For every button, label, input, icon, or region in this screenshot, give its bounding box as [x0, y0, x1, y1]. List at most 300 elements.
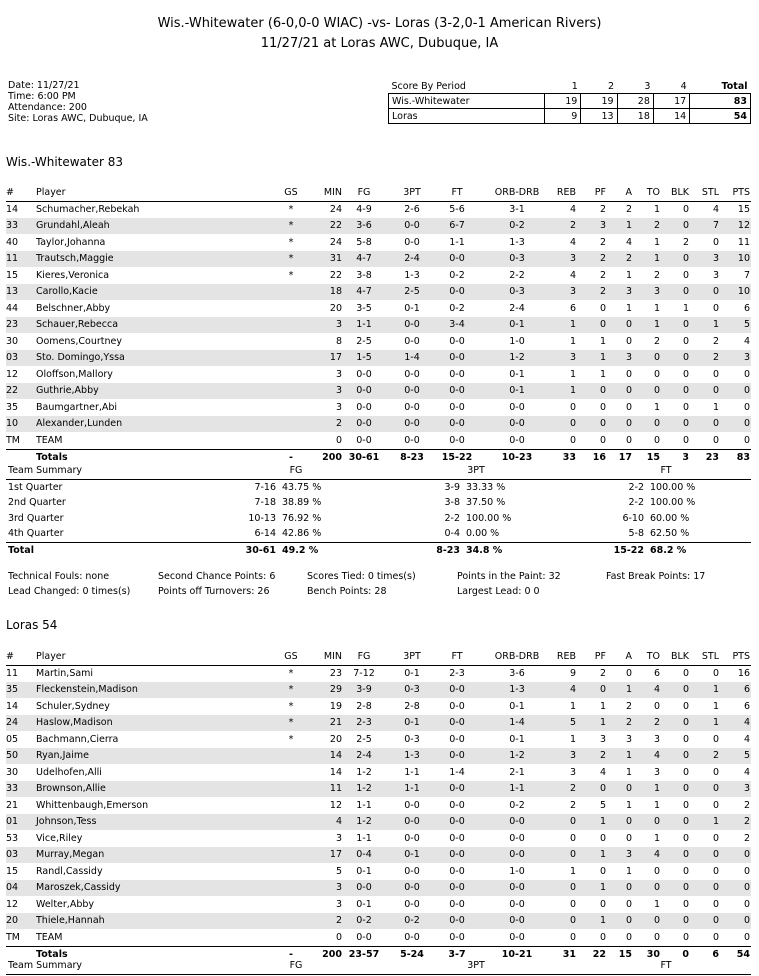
- cell-player: Randl,Cassidy: [36, 865, 103, 877]
- cell-pf: 2: [599, 253, 606, 264]
- cell-a: 3: [625, 352, 632, 363]
- cell-pf: 0: [599, 302, 606, 314]
- cell-a: 1: [625, 766, 632, 778]
- summary-total-3pt: 8-23: [436, 544, 460, 556]
- cell-jersey: 11: [6, 667, 19, 679]
- cell-fg: 3-5: [356, 302, 372, 314]
- cell-jersey: 01: [6, 816, 19, 827]
- cell-stl: 0: [712, 286, 719, 297]
- cell-ft: 2-3: [449, 667, 465, 679]
- cell-jersey: 21: [6, 799, 19, 811]
- box-header-row: [6, 649, 751, 666]
- cell-a: 2: [625, 253, 632, 264]
- cell-stl: 1: [712, 319, 719, 330]
- cell-jersey: 04: [6, 882, 19, 893]
- sbp-team-name: Loras: [389, 109, 545, 124]
- cell-pf: 5: [599, 799, 606, 811]
- summary-fg-pct: 43.75 %: [282, 481, 322, 493]
- cell-to: 0: [653, 882, 660, 893]
- cell-gs: *: [288, 733, 294, 745]
- cell-reb: 4: [569, 269, 576, 281]
- cell-player: Kieres,Veronica: [36, 269, 110, 281]
- score-by-period-table: [388, 79, 751, 124]
- cell-fg: 0-0: [356, 418, 372, 429]
- cell-player: Brownson,Allie: [36, 783, 106, 794]
- cell-stl: 0: [712, 931, 719, 943]
- cell-reb: 0: [569, 418, 576, 429]
- col-header-gs: GS: [284, 187, 298, 198]
- cell-orb-drb: 2-2: [509, 269, 525, 281]
- cell-min: 3: [335, 832, 342, 844]
- cell-reb: 0: [569, 882, 576, 893]
- cell-to: 2: [653, 269, 660, 281]
- cell-blk: 0: [682, 931, 689, 943]
- col-header-gs: GS: [284, 651, 298, 662]
- cell-blk: 0: [682, 269, 689, 281]
- cell-to: 1: [653, 832, 660, 844]
- cell-player: TEAM: [36, 931, 63, 943]
- cell-ft: 0-0: [449, 401, 465, 413]
- cell-a: 0: [625, 898, 632, 910]
- cell-pf: 0: [599, 783, 606, 794]
- quarter-row: [6, 480, 751, 496]
- cell-reb: 4: [569, 236, 576, 248]
- cell-to: 1: [653, 302, 660, 314]
- cell-jersey: 12: [6, 898, 19, 910]
- cell-pf: 0: [599, 434, 606, 446]
- cell-3pt: 2-5: [404, 286, 420, 297]
- cell-pts: 0: [743, 401, 750, 413]
- team1-heading: Wis.-Whitewater 83: [6, 155, 124, 169]
- cell-a: 1: [625, 302, 632, 314]
- cell-player: Vice,Riley: [36, 832, 83, 844]
- cell-ft: 0-0: [449, 882, 465, 893]
- cell-gs: *: [288, 667, 294, 679]
- sbp-header-p2: 2: [608, 80, 615, 92]
- cell-blk: 2: [682, 236, 689, 248]
- sbp-team-name: Wis.-Whitewater: [389, 94, 545, 109]
- total-player: Totals: [36, 949, 68, 960]
- technical-fouls: Technical Fouls: none: [8, 571, 110, 582]
- total-ft: 3-7: [448, 949, 466, 960]
- cell-3pt: 0-0: [404, 931, 420, 943]
- cell-pf: 1: [599, 352, 606, 363]
- cell-ft: 0-0: [449, 783, 465, 794]
- cell-player: Schauer,Rebecca: [36, 319, 119, 330]
- cell-ft: 0-0: [449, 915, 465, 926]
- cell-to: 3: [653, 733, 660, 745]
- game-info: [8, 80, 148, 124]
- cell-a: 1: [625, 220, 632, 231]
- cell-to: 2: [653, 717, 660, 728]
- cell-orb-drb: 0-1: [509, 385, 525, 396]
- cell-3pt: 0-3: [404, 733, 420, 745]
- total-to: 30: [646, 949, 660, 960]
- cell-3pt: 2-8: [404, 700, 420, 712]
- cell-a: 0: [625, 434, 632, 446]
- game-subtitle: 11/27/21 at Loras AWC, Dubuque, IA: [260, 36, 499, 51]
- cell-stl: 0: [712, 368, 719, 380]
- cell-jersey: 50: [6, 750, 19, 761]
- cell-ft: 0-0: [449, 865, 465, 877]
- cell-fg: 1-2: [356, 783, 372, 794]
- cell-to: 0: [653, 931, 660, 943]
- cell-a: 0: [625, 385, 632, 396]
- quarter-row: [6, 526, 751, 542]
- cell-3pt: 1-3: [404, 750, 420, 761]
- score-by-period-header: [389, 79, 751, 94]
- cell-fg: 1-1: [356, 799, 372, 811]
- player-row: [6, 880, 751, 897]
- player-row: [6, 864, 751, 881]
- cell-3pt: 2-6: [404, 203, 420, 215]
- summary-ft-pct: 62.50 %: [650, 528, 690, 539]
- summary-fg-pct: 38.89 %: [282, 497, 322, 508]
- cell-orb-drb: 0-0: [509, 401, 525, 413]
- cell-player: Schumacher,Rebekah: [36, 203, 140, 215]
- player-row: [6, 798, 751, 815]
- box-header-row: [6, 185, 751, 202]
- cell-3pt: 0-1: [404, 302, 420, 314]
- summary-3pt: 2-2: [444, 512, 460, 524]
- cell-reb: 1: [569, 385, 576, 396]
- player-row: [6, 913, 751, 930]
- player-row: [6, 831, 751, 848]
- col-header-stl: STL: [701, 187, 719, 198]
- col-header-ft: FT: [451, 651, 463, 662]
- cell-3pt: 0-0: [404, 401, 420, 413]
- cell-pts: 0: [743, 385, 750, 396]
- cell-player: Baumgartner,Abi: [36, 401, 118, 413]
- cell-blk: 0: [682, 418, 689, 429]
- cell-fg: 3-8: [356, 269, 372, 281]
- cell-to: 1: [653, 253, 660, 264]
- cell-blk: 0: [682, 385, 689, 396]
- cell-blk: 0: [682, 750, 689, 761]
- col-header-orb-drb: ORB-DRB: [494, 187, 540, 198]
- total-stl: 6: [712, 949, 719, 960]
- cell-ft: 0-0: [449, 832, 465, 844]
- cell-stl: 1: [712, 401, 719, 413]
- cell-min: 24: [329, 203, 342, 215]
- cell-a: 4: [625, 236, 632, 248]
- team2-heading: Loras 54: [6, 618, 58, 632]
- cell-a: 2: [625, 700, 632, 712]
- total-reb: 31: [562, 949, 576, 960]
- cell-blk: 0: [682, 368, 689, 380]
- cell-fg: 1-1: [356, 832, 372, 844]
- cell-orb-drb: 0-0: [509, 898, 525, 910]
- cell-stl: 0: [712, 799, 719, 811]
- cell-player: Johnson,Tess: [36, 816, 97, 827]
- cell-min: 8: [335, 335, 342, 347]
- cell-pf: 0: [599, 931, 606, 943]
- cell-stl: 0: [712, 418, 719, 429]
- cell-stl: 3: [712, 253, 719, 264]
- col-header-min: MIN: [323, 651, 342, 662]
- points-in-paint: Points in the Paint: 32: [457, 571, 561, 582]
- total-pf: 22: [592, 949, 606, 960]
- cell-fg: 2-4: [356, 750, 372, 761]
- cell-blk: 0: [682, 335, 689, 347]
- cell-min: 5: [335, 865, 342, 877]
- cell-reb: 3: [569, 286, 576, 297]
- cell-to: 1: [653, 319, 660, 330]
- cell-pf: 1: [599, 368, 606, 380]
- total-ft: 15-22: [441, 452, 473, 463]
- col-header-fg: FG: [357, 187, 371, 198]
- cell-orb-drb: 2-4: [509, 302, 525, 314]
- cell-pf: 0: [599, 319, 606, 330]
- total-pts: 54: [736, 949, 750, 960]
- cell-jersey: 44: [6, 302, 19, 314]
- cell-a: 0: [625, 915, 632, 926]
- cell-gs: *: [288, 684, 294, 695]
- cell-player: Belschner,Abby: [36, 302, 111, 314]
- cell-pts: 0: [743, 898, 750, 910]
- summary-3pt-header: 3PT: [467, 465, 485, 476]
- cell-pf: 3: [599, 733, 606, 745]
- sbp-p2: 19: [581, 94, 617, 109]
- cell-reb: 1: [569, 319, 576, 330]
- summary-3pt: 3-9: [444, 481, 460, 493]
- cell-stl: 1: [712, 684, 719, 695]
- cell-jersey: 10: [6, 418, 19, 429]
- cell-3pt: 0-0: [404, 434, 420, 446]
- cell-a: 3: [625, 286, 632, 297]
- cell-pts: 11: [737, 236, 750, 248]
- cell-gs: *: [288, 269, 294, 281]
- col-header-ft: FT: [451, 187, 463, 198]
- cell-orb-drb: 3-1: [509, 203, 525, 215]
- player-row: [6, 930, 751, 947]
- cell-stl: 0: [712, 849, 719, 860]
- cell-min: 20: [329, 302, 342, 314]
- cell-ft: 0-0: [449, 799, 465, 811]
- cell-ft: 0-0: [449, 684, 465, 695]
- summary-label: 4th Quarter: [8, 528, 64, 539]
- cell-reb: 3: [569, 253, 576, 264]
- cell-min: 3: [335, 898, 342, 910]
- summary-ft-pct: 60.00 %: [650, 512, 690, 524]
- cell-min: 18: [329, 286, 342, 297]
- cell-jersey: 15: [6, 269, 19, 281]
- cell-orb-drb: 1-4: [509, 717, 525, 728]
- cell-jersey: 22: [6, 385, 19, 396]
- cell-to: 0: [653, 352, 660, 363]
- cell-a: 2: [625, 717, 632, 728]
- cell-stl: 0: [712, 766, 719, 778]
- cell-blk: 0: [682, 667, 689, 679]
- col-header-min: MIN: [323, 187, 342, 198]
- sbp-p4: 14: [653, 109, 689, 124]
- cell-stl: 0: [712, 733, 719, 745]
- cell-fg: 0-0: [356, 931, 372, 943]
- player-row: [6, 317, 751, 334]
- cell-orb-drb: 1-2: [509, 750, 525, 761]
- cell-jersey: TM: [6, 434, 20, 446]
- total-blk: 0: [682, 949, 689, 960]
- cell-jersey: 11: [6, 253, 19, 264]
- cell-pf: 1: [599, 335, 606, 347]
- cell-pts: 6: [743, 684, 750, 695]
- cell-pts: 3: [743, 352, 750, 363]
- cell-fg: 5-8: [356, 236, 372, 248]
- cell-ft: 0-2: [449, 302, 465, 314]
- cell-ft: 0-0: [449, 253, 465, 264]
- cell-pts: 15: [737, 203, 750, 215]
- cell-reb: 1: [569, 865, 576, 877]
- cell-orb-drb: 0-2: [509, 220, 525, 231]
- cell-min: 24: [329, 236, 342, 248]
- cell-to: 3: [653, 766, 660, 778]
- sbp-header-p4: 4: [680, 80, 687, 92]
- cell-reb: 2: [569, 799, 576, 811]
- cell-pts: 4: [743, 733, 750, 745]
- cell-ft: 0-0: [449, 418, 465, 429]
- cell-pts: 7: [743, 269, 750, 281]
- col-header-pf: PF: [594, 187, 606, 198]
- cell-fg: 1-2: [356, 816, 372, 827]
- cell-to: 4: [653, 684, 660, 695]
- cell-ft: 0-0: [449, 816, 465, 827]
- total-min: 200: [322, 949, 342, 960]
- cell-orb-drb: 0-0: [509, 849, 525, 860]
- cell-3pt: 1-1: [404, 766, 420, 778]
- col-header-orb-drb: ORB-DRB: [494, 651, 540, 662]
- cell-fg: 0-0: [356, 401, 372, 413]
- cell-to: 0: [653, 865, 660, 877]
- cell-fg: 4-7: [356, 286, 372, 297]
- cell-fg: 2-5: [356, 733, 372, 745]
- cell-min: 3: [335, 882, 342, 893]
- cell-ft: 0-0: [449, 286, 465, 297]
- cell-jersey: 13: [6, 286, 19, 297]
- quarter-row: [6, 495, 751, 511]
- cell-min: 4: [335, 816, 342, 827]
- cell-reb: 0: [569, 816, 576, 827]
- cell-orb-drb: 0-2: [509, 799, 525, 811]
- cell-3pt: 0-2: [404, 915, 420, 926]
- sbp-row-team2: [389, 109, 751, 124]
- game-date: Date: 11/27/21: [8, 80, 80, 91]
- summary-ft: 5-8: [628, 528, 644, 539]
- cell-pts: 10: [737, 286, 750, 297]
- summary-total-ft-pct: 68.2 %: [650, 544, 687, 556]
- cell-stl: 0: [712, 236, 719, 248]
- cell-min: 3: [335, 319, 342, 330]
- cell-3pt: 0-1: [404, 667, 420, 679]
- cell-3pt: 0-0: [404, 865, 420, 877]
- sbp-header-total: Total: [721, 80, 748, 92]
- summary-label: 2nd Quarter: [8, 497, 66, 508]
- cell-orb-drb: 0-1: [509, 700, 525, 712]
- cell-fg: 4-9: [356, 203, 372, 215]
- cell-blk: 0: [682, 203, 689, 215]
- cell-blk: 0: [682, 915, 689, 926]
- total-gs: -: [289, 452, 293, 463]
- cell-blk: 0: [682, 286, 689, 297]
- cell-orb-drb: 3-6: [509, 667, 525, 679]
- cell-fg: 2-5: [356, 335, 372, 347]
- sbp-total: 83: [690, 94, 751, 109]
- cell-3pt: 0-0: [404, 319, 420, 330]
- cell-pts: 5: [743, 319, 750, 330]
- player-row: [6, 301, 751, 318]
- summary-3pt-header: 3PT: [467, 960, 485, 971]
- cell-jersey: 24: [6, 717, 19, 728]
- sbp-p3: 18: [617, 109, 653, 124]
- player-row: [6, 284, 751, 301]
- cell-orb-drb: 0-1: [509, 368, 525, 380]
- cell-pts: 0: [743, 882, 750, 893]
- cell-min: 0: [335, 434, 342, 446]
- cell-to: 4: [653, 849, 660, 860]
- cell-pf: 2: [599, 286, 606, 297]
- summary-3pt-pct: 0.00 %: [466, 528, 500, 539]
- player-row: [6, 334, 751, 351]
- cell-blk: 0: [682, 253, 689, 264]
- cell-blk: 0: [682, 865, 689, 877]
- cell-stl: 3: [712, 269, 719, 281]
- sbp-p2: 13: [581, 109, 617, 124]
- player-row: [6, 666, 751, 683]
- cell-reb: 0: [569, 401, 576, 413]
- total-player: Totals: [36, 452, 68, 463]
- cell-pts: 0: [743, 915, 750, 926]
- summary-fg: 10-13: [248, 512, 276, 524]
- summary-fg-pct: 42.86 %: [282, 528, 322, 539]
- cell-reb: 3: [569, 766, 576, 778]
- largest-lead: Largest Lead: 0 0: [457, 586, 540, 597]
- cell-reb: 0: [569, 434, 576, 446]
- summary-ft-pct: 100.00 %: [650, 497, 696, 508]
- summary-total-3pt-pct: 34.8 %: [466, 544, 503, 556]
- cell-stl: 0: [712, 865, 719, 877]
- player-row: [6, 218, 751, 235]
- total-fg: 30-61: [348, 452, 380, 463]
- cell-min: 14: [329, 750, 342, 761]
- cell-stl: 1: [712, 717, 719, 728]
- player-row: [6, 748, 751, 765]
- cell-min: 3: [335, 385, 342, 396]
- cell-orb-drb: 1-2: [509, 352, 525, 363]
- scores-tied: Scores Tied: 0 times(s): [307, 571, 416, 582]
- cell-pts: 0: [743, 865, 750, 877]
- game-attendance: Attendance: 200: [8, 102, 87, 113]
- cell-reb: 9: [569, 667, 576, 679]
- cell-jersey: 35: [6, 684, 19, 695]
- cell-orb-drb: 1-0: [509, 865, 525, 877]
- cell-reb: 1: [569, 700, 576, 712]
- col-header-player: Player: [36, 651, 66, 662]
- player-row: [6, 235, 751, 252]
- cell-fg: 4-7: [356, 253, 372, 264]
- sbp-header-p3: 3: [644, 80, 651, 92]
- cell-blk: 0: [682, 401, 689, 413]
- summary-header-row: [6, 958, 751, 975]
- sbp-total: 54: [690, 109, 751, 124]
- cell-ft: 0-0: [449, 717, 465, 728]
- cell-to: 2: [653, 220, 660, 231]
- cell-a: 0: [625, 401, 632, 413]
- cell-to: 0: [653, 385, 660, 396]
- summary-title: Team Summary: [8, 465, 83, 476]
- sbp-p4: 17: [653, 94, 689, 109]
- cell-to: 1: [653, 783, 660, 794]
- team1-box-score: [6, 185, 751, 467]
- cell-jersey: 15: [6, 865, 19, 877]
